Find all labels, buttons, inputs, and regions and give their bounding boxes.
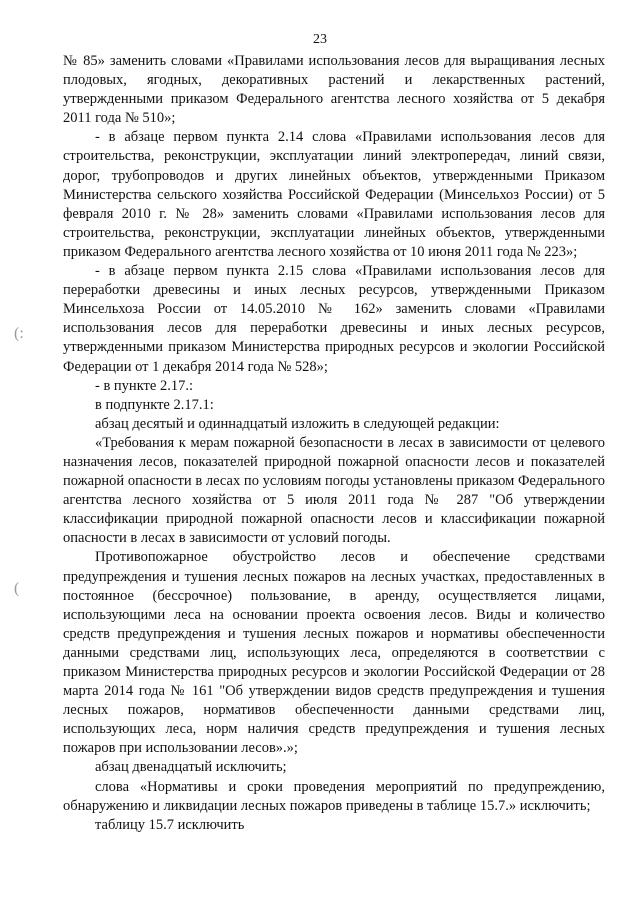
paragraph: - в абзаце первом пункта 2.14 слова «Правилами использования лесов для строительства, реконструкции, эксплуатации линий электропередач, линий связи, дорог, трубопроводов и других линейных объектов, утвержденными Приказом Министерства сельского хозяйства Российской Федерации (Минсельхоз России) от 5 февраля 2010 г. № 28» заменить словами «Правилами использования лесов для строительства, реконструкции, эксплуатации линейных объектов, утвержденными приказом Федерального агентства лесного хозяйства от 10 июня 2011 года № 223»; [63,129,605,260]
paragraph: абзац десятый и одиннадцатый изложить в следующей редакции: [95,415,500,432]
paragraph: абзац двенадцатый исключить; [95,759,287,776]
margin-bracket-mark: ( [14,580,20,597]
paragraph: - в абзаце первом пункта 2.15 слова «Правилами использования лесов для переработки древесины и иных лесных ресурсов, утвержденными Приказом Минсельхоза России от 14.05.2010 № 162» заменить словами «Правилами использования лесов для переработки древесины и иных лесных ресурсов, утвержденными приказом Министерства природных ресурсов и экологии Российской Федерации от 1 декабря 2014 года № 528»; [63,263,605,375]
document-body [63,52,605,835]
paragraph: «Требования к мерам пожарной безопасности в лесах в зависимости от целевого назначения лесов, показателей природной пожарной опасности лесов и показателей пожарной опасности в лесах по условиям погоды установлены приказом Федерального агентства лесного хозяйства от 5 июля 2011 года № 287 "Об утверждении классификации природной пожарной опасности лесов и классификации пожарной опасности в лесах в зависимости от условий погоды. [63,434,605,547]
paragraph: - в пункте 2.17.: [95,377,193,394]
paragraph: в подпункте 2.17.1: [95,396,214,413]
paragraph: № 85» заменить словами «Правилами использования лесов для выращивания лесных плодовых, ягодных, декоративных растений и лекарственных растений, утвержденными приказом Федерального агентства лесного хозяйства от 5 декабря 2011 года № 510»; [63,53,605,127]
page-number: 23 [313,32,327,47]
paragraph: Противопожарное обустройство лесов и обеспечение средствами предупреждения и тушения лесных пожаров на лесных участках, предоставленных в постоянное (бессрочное) пользование, в аренду, осуществляется лицами, использующими леса на основании проекта освоения лесов. Виды и количество средств предупреждения и тушения лесных пожаров и нормативы обеспеченности данными средствами лиц, использующих леса, определяются в соответствии с приказом Министерства природных ресурсов и экологии Российской Федерации от 28 марта 2014 года № 161 "Об утверждении видов средств предупреждения и тушения лесных пожаров, нормативов обеспеченности данными средствами лиц, использующих леса, норм наличия средств предупреждения и тушения лесных пожаров при использовании лесов».»; [63,549,605,757]
margin-bracket-mark: (: [14,325,24,342]
paragraph: таблицу 15.7 исключить [95,816,245,833]
paragraph: слова «Нормативы и сроки проведения мероприятий по предупреждению, обнаружению и ликвидации лесных пожаров приведены в таблице 15.7.» исключить; [63,778,605,814]
